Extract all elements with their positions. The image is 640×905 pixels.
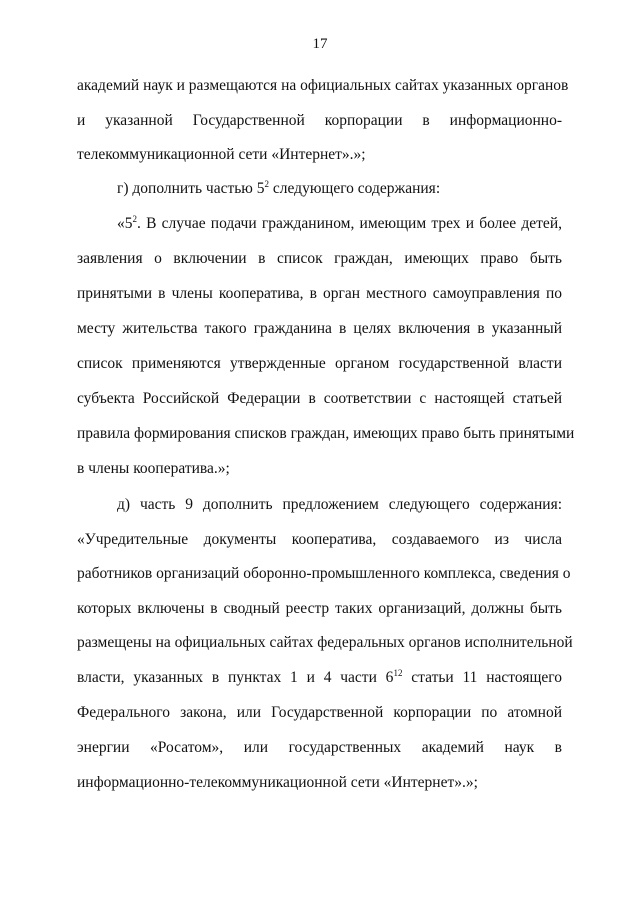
text-line: Федерального закона, или Государственной корпорации по атомной: [77, 704, 562, 721]
text-line: месту жительства такого гражданина в целях включения в указанный: [77, 320, 562, 337]
text-line: энергии «Росатом», или государственных академий наук в: [77, 739, 562, 756]
text-fragment: следующего содержания:: [269, 180, 441, 197]
text-line: правила формирования списков граждан, имеющих право быть принятыми: [77, 425, 575, 442]
text-line: принятыми в члены кооператива, в орган местного самоуправления по: [77, 285, 562, 302]
text-fragment: власти, указанных в пунктах 1 и 4 части 6: [77, 669, 394, 686]
text-line-item-d: д) часть 9 дополнить предложением следующего содержания:: [117, 496, 562, 513]
text-line: работников организаций оборонно-промышленного комплекса, сведения о: [77, 565, 571, 582]
text-line: и указанной Государственной корпорации в информационно-: [77, 112, 562, 129]
text-line: информационно-телекоммуникационной сети «Интернет».»;: [77, 774, 478, 791]
text-fragment: . В случае подачи гражданином, имеющим трех и более детей,: [137, 215, 562, 232]
text-fragment: г) дополнить частью 5: [117, 180, 265, 197]
text-line: телекоммуникационной сети «Интернет».»;: [77, 146, 366, 163]
text-line: [77, 668, 562, 688]
text-line: заявления о включении в список граждан, имеющих право быть: [77, 250, 562, 267]
text-line: в члены кооператива.»;: [77, 460, 230, 477]
text-line: «Учредительные документы кооператива, создаваемого из числа: [77, 531, 562, 548]
text-fragment: «5: [117, 215, 133, 232]
superscript: 12: [393, 668, 403, 678]
text-fragment: статьи 11 настоящего: [402, 669, 562, 686]
text-line-clause-5-2: [117, 214, 562, 234]
superscript: 2: [132, 214, 137, 224]
text-line-item-g: [117, 179, 562, 199]
superscript: 2: [264, 179, 270, 189]
text-line: которых включены в сводный реестр таких организаций, должны быть: [77, 600, 562, 617]
page-number: 17: [312, 36, 328, 52]
text-line: академий наук и размещаются на официальных сайтах указанных органов: [77, 77, 569, 94]
text-line: список применяются утвержденные органом государственной власти: [77, 355, 562, 372]
text-line: размещены на официальных сайтах федеральных органов исполнительной: [77, 634, 573, 651]
text-line: субъекта Российской Федерации в соответствии с настоящей статьей: [77, 390, 562, 407]
